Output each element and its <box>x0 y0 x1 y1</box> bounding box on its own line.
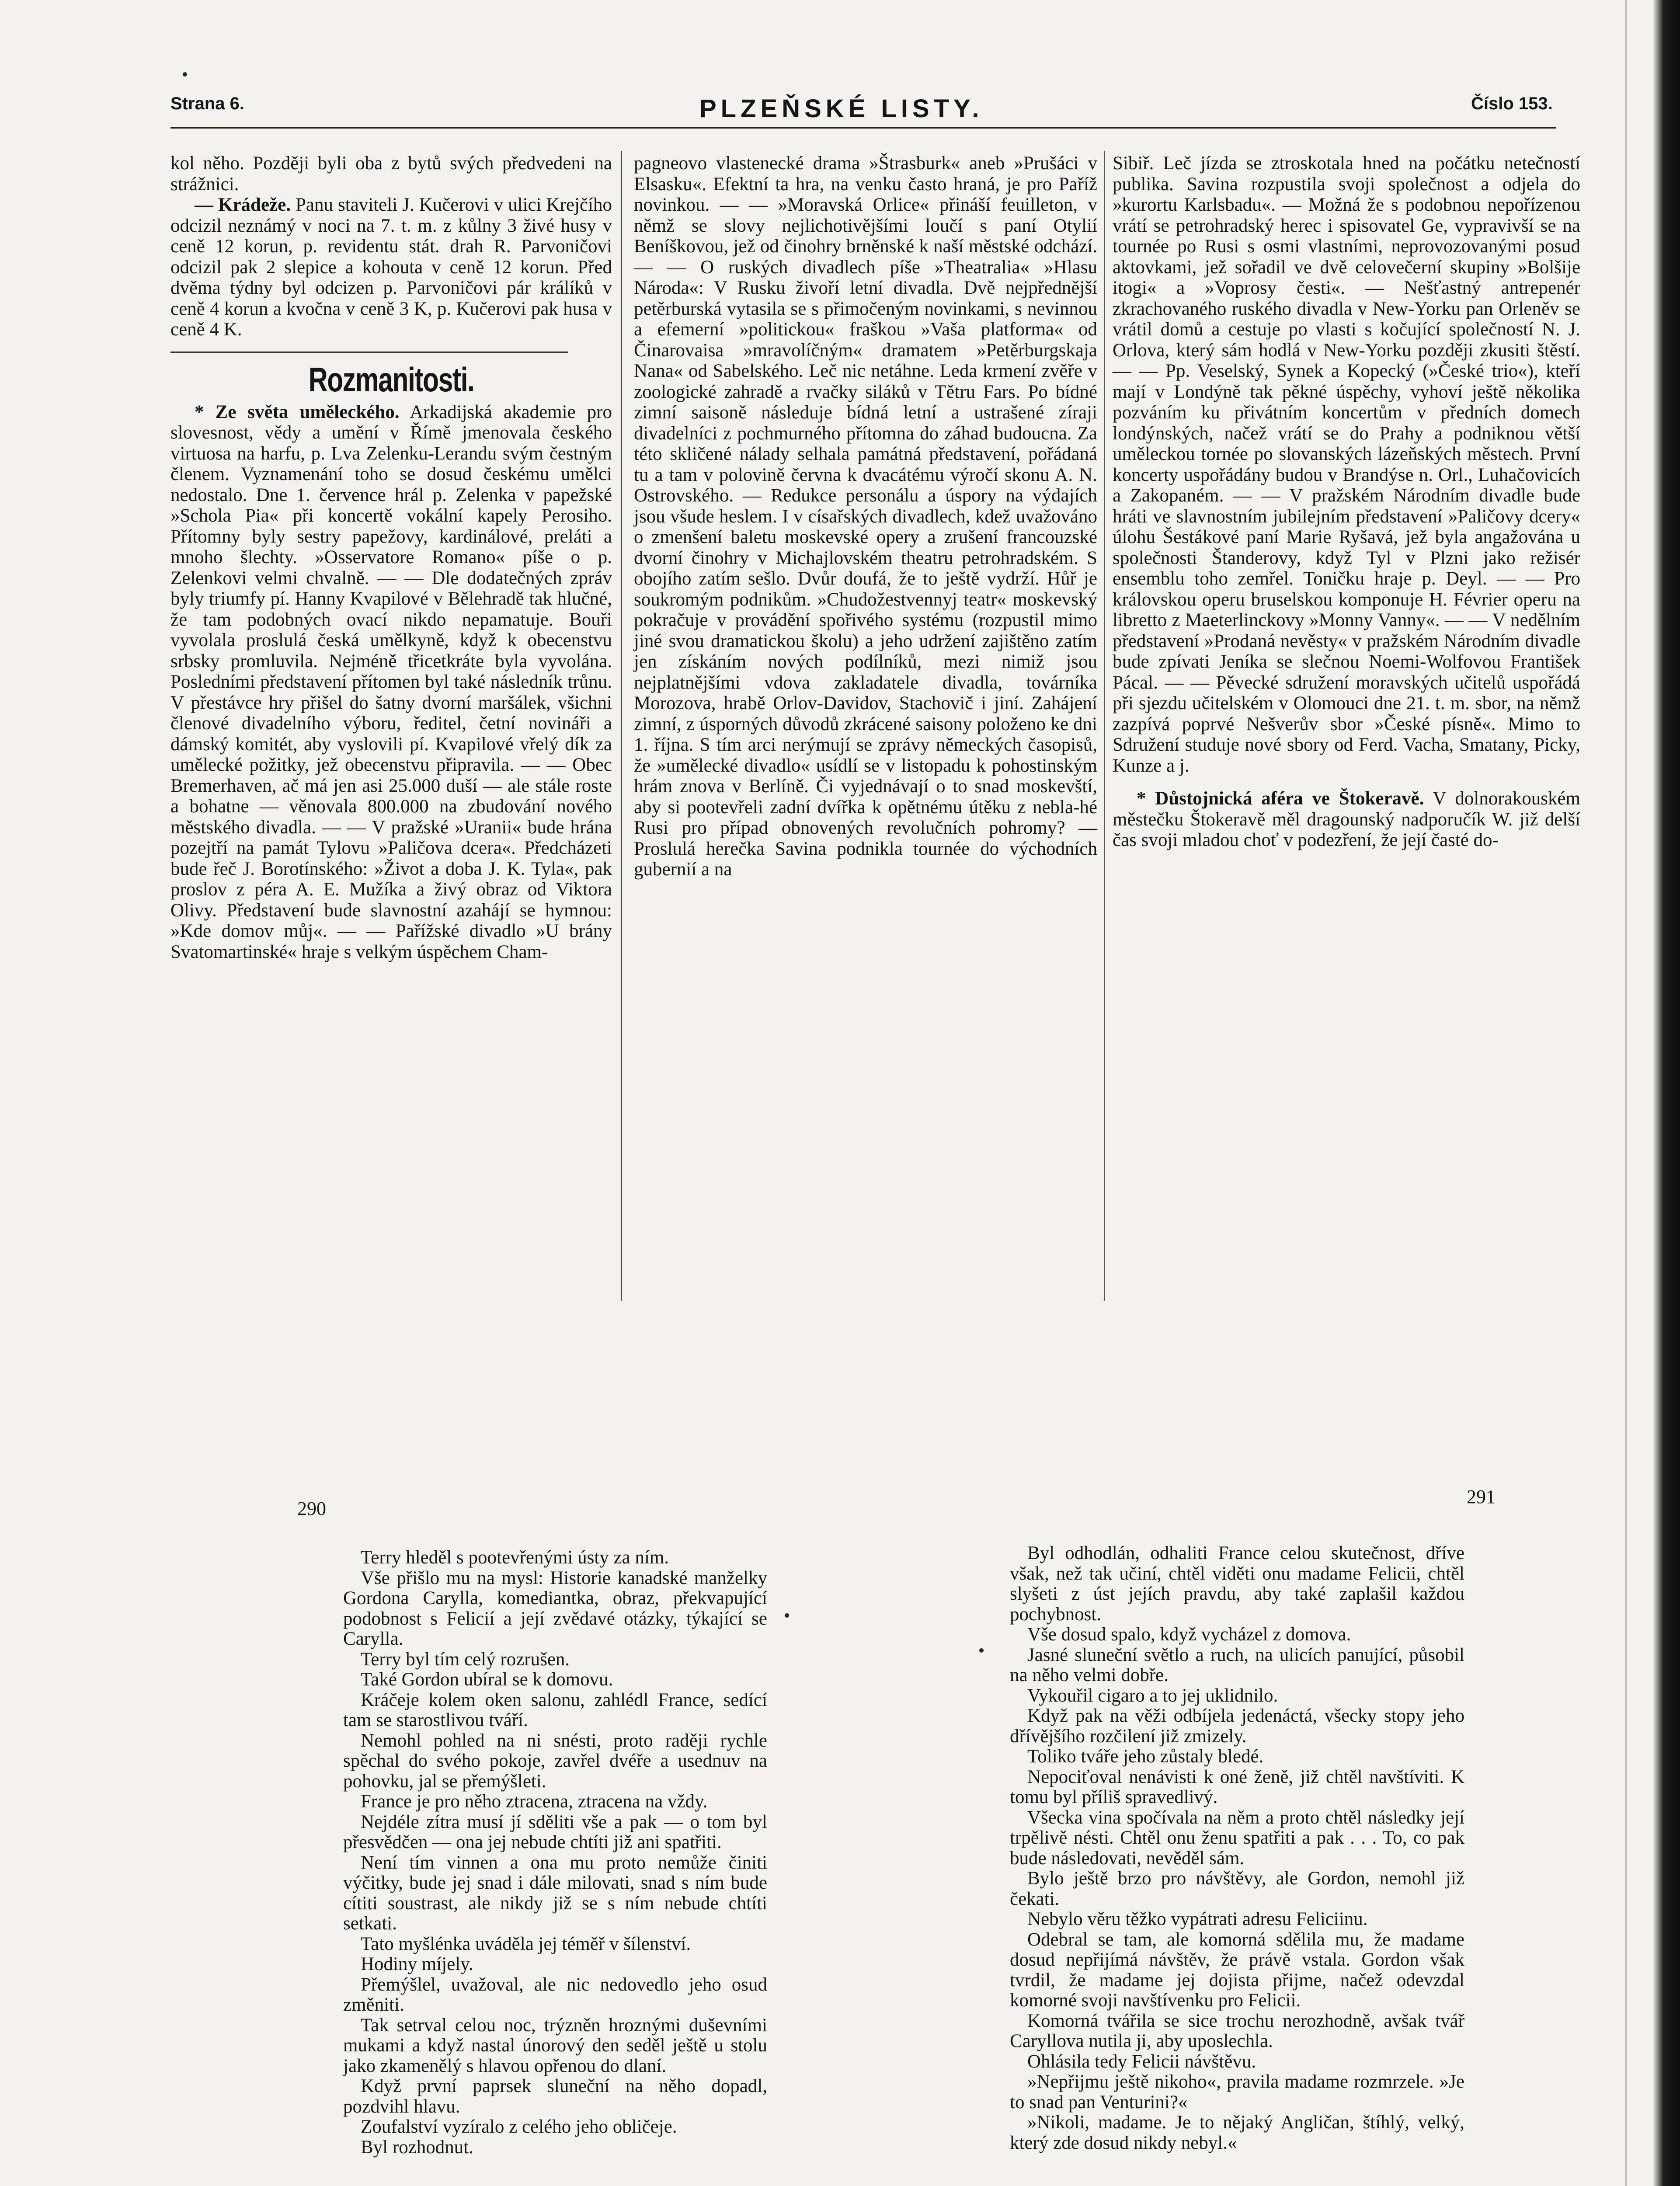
scan-edge-shadow <box>1652 0 1680 2186</box>
book-page-left <box>343 1548 767 2158</box>
book-paragraph: Vše přišlo mu na mysl: Historie kanadské manželky Gordona Carylla, komediantka, obraz, překvapující podobnost s Felicií a její zvědavé otázky, týkající se Carylla. <box>343 1567 767 1649</box>
book-paragraph: Kráčeje kolem oken salonu, zahlédl France, sedící tam se starostlivou tváří. <box>343 1689 767 1730</box>
book-paragraph: Byl rozhodnut. <box>361 2137 473 2158</box>
book-paragraph: Tato myšlénka uváděla jej téměř v šílenství. <box>361 1933 691 1954</box>
news-paragraph: kol něho. Později byli oba z bytů svých předvedeni na strážnici. <box>170 153 612 195</box>
news-heading-affair: * Důstojnická aféra ve Štokeravě. <box>1137 788 1424 809</box>
book-paragraph: Terry hleděl s pootevřenými ústy za ním. <box>361 1547 669 1568</box>
newspaper-title: PLZEŇSKÉ LISTY. <box>699 94 984 123</box>
book-page-right <box>1010 1543 1464 2153</box>
column-divider-1 <box>621 151 622 1301</box>
page-label: Strana 6. <box>170 94 244 113</box>
speck-mark <box>183 72 187 77</box>
book-paragraph: Nejdéle zítra musí jí sděliti vše a pak — o tom byl přesvědčen — ona jej nebude chtíti již ani spatřiti. <box>343 1811 767 1852</box>
news-paragraph-theft <box>170 195 612 340</box>
issue-number: Číslo 153. <box>1471 94 1553 113</box>
book-paragraph: Komorná tvářila se sice trochu nerozhodně, avšak tvář Caryllova nutila ji, aby uposlechla. <box>1010 2010 1464 2051</box>
book-paragraph: Vše dosud spalo, když vycházel z domova. <box>1027 1624 1351 1645</box>
news-heading-theft: — Krádeže. <box>195 195 291 215</box>
book-paragraph: Odebral se tam, ale komorná sdělila mu, že madame dosud nepřijímá návštěv, že právě vstala. Gordon však tvrdil, že madame jej dojista přijme, načež odevzdal komorné svoji navštívenku pro Felicii. <box>1010 1929 1464 2011</box>
book-paragraph: Když první paprsek sluneční na něho dopadl, pozdvihl hlavu. <box>343 2076 767 2117</box>
book-paragraph: Tak setrval celou noc, trýzněn hroznými duševními mukami a když nastal únorový den seděl ještě u stolu jako zkamenělý s hlavou opřenou do dlaní. <box>343 2015 767 2076</box>
section-divider <box>170 352 568 353</box>
book-paragraph: France je pro něho ztracena, ztracena na vždy. <box>361 1791 708 1812</box>
book-paragraph: Nemohl pohled na ni snésti, proto raději rychle spěchal do svého pokoje, zavřel dvéře a usednuv na pohovku, jal se přemýšleti. <box>343 1730 767 1792</box>
news-paragraph-art <box>170 402 612 963</box>
header-rule <box>170 127 1556 129</box>
book-paragraph: Není tím vinnen a ona mu proto nemůže činiti výčitky, bude jej snad i dále milovati, snad s ním bude cítiti soustrast, ale nikdy již se s ním nebude chtíti setkati. <box>343 1852 767 1934</box>
news-text-art: Arkadijská akademie pro slovesnost, vědy a umění v Římě jmenovala českého virtuosa na harfu, p. Lva Zelenku-Lerandu svým čestným členem. Vyznamenání toho se dosud českému umělci nedostalo. Dne 1. července hrál p. Zelenka v papežské »Schola Pia« při koncertě vokální kapely Perosiho. Přítomny byly sestry papežovy, kardinálové, preláti a mnoho šlechty. »Osservatore Romano« píše o p. Zelenkovi velmi chvalně. — — Dle dodatečných zpráv byly triumfy pí. Hanny Kvapilové v Bělehradě tak hlučné, že tam podobných ovací nikdo nepamatuje. Bouři vyvolala proslulá česká umělkyně, když k obecenstvu srbsky promluvila. Nejméně třicetkráte byla vyvolána. Posledními představení přítomen byl také následník trůnu. V přestávce hry přišel do šatny dvorní maršálek, všichni členové divadelního výboru, ředitel, četní novináři a dámský komitét, aby vyslovili pí. Kvapilové vřelý dík za umělecké požitky, jež obecenstvu připravila. — — Obec Bremerhaven, ač má jen asi 25.000 duší — ale stále roste a bohatne — věnovala 800.000 na zbudování nového městského divadla. — — V pražské »Uranii« bude hrána pozejtří na památ Tylovu »Paličova dcera«. Předcházeti bude řeč J. Borotínského: »Život a doba J. K. Tyla«, pak proslov z péra A. E. Mužíka a živý obraz od Viktora Olivy. Představení bude slavnostní azahájí se hymnou: »Kde domov můj«. — — Pařížské divadlo »U brány Svatomartinské« hraje s velkým úspěchem Cham- <box>170 401 612 962</box>
news-text-affair: V dolnorakouském městečku Štokeravě měl dragounský nadporučík W. již delší čas svoji mladou choť v podezření, že její časté do- <box>1113 788 1580 850</box>
speck-mark <box>785 1613 789 1618</box>
news-heading-art: * Ze světa uměleckého. <box>195 401 400 422</box>
book-paragraph: »Nepřijmu ještě nikoho«, pravila madame rozmrzele. »Je to snad pan Venturini?« <box>1010 2071 1464 2113</box>
book-paragraph: »Nikoli, madame. Je to nějaký Angličan, štíhlý, velký, který zde dosud nikdy nebyl.« <box>1010 2112 1464 2153</box>
news-paragraph-affair <box>1113 788 1580 851</box>
book-paragraph: Ohlásila tedy Felicii návštěvu. <box>1027 2051 1256 2072</box>
book-paragraph: Toliko tváře jeho zůstaly bledé. <box>1027 1746 1264 1767</box>
book-paragraph: Také Gordon ubíral se k domovu. <box>361 1669 613 1690</box>
section-title: Rozmanitosti. <box>308 360 474 399</box>
book-paragraph: Hodiny míjely. <box>361 1954 473 1974</box>
book-paragraph: Přemýšlel, uvažoval, ale nic nedovedlo jeho osud změniti. <box>343 1974 767 2015</box>
book-paragraph: Zoufalství vyzíralo z celého jeho obličeje. <box>361 2116 677 2137</box>
speck-mark <box>979 1648 984 1653</box>
news-text-theft: Panu staviteli J. Kučerovi v ulici Krejčího odcizil neznámý v noci na 7. t. m. z kůlny 3 živé husy v ceně 12 korun, p. revidentu stát. drah R. Parvoničovi odcizil pak 2 slepice a kohouta v ceně 12 korun. Před dvěma týdny byl odcizen p. Parvoničovi pár králíků v ceně 4 korun a kvočna v ceně 3 K, p. Kučerovi pak husa v ceně 4 K. <box>170 195 612 340</box>
column-divider-2 <box>1104 151 1105 1301</box>
book-paragraph: Nepociťoval nenávisti k oné ženě, již chtěl navštíviti. K tomu byl příliš spravedlivý. <box>1010 1766 1464 1807</box>
book-paragraph: Nebylo věru těžko vypátrati adresu Feliciinu. <box>1027 1909 1368 1929</box>
news-paragraph: Sibiř. Leč jízda se ztroskotala hned na počátku netečností publika. Savina rozpustila svoji společnost a odjela do »kurortu Karlsbadu«. — Možná že s podobnou nepořízenou vrátí se petrohradský herec i spisovatel Ge, vypravivší se na tournée po Rusi s osmi vlastními, neprovozovanými posud aktovkami, jež sořadil ve dvě celovečerní skupiny »Bolšije itogi« a »Voprosy česti«. — Nešťastný antrepenér zkrachovaného ruského divadla v New-Yorku pan Orleněv se vrátil domů a cestuje po vlasti s kočující společností N. J. Orlova, který sám hodlá v New-Yorku později zkusiti štěstí. — — Pp. Veselský, Synek a Kopecký (»České trio«), kteří mají v Londýně tak pěkné úspěchy, vyhoví ještě několika pozváním ku přivátním koncertům v předních domech londýnských, načež vrátí se do Prahy a podniknou větší uměleckou tornée po slovanských lázeňských městech. První koncerty uspořádány budou v Brandýse n. Orl., Luhačovicích a Zakopaném. — — V pražském Národním divadle bude hráti ve slavnostním jubilejním představení »Paličovy dcery« úlohu Šestákové paní Marie Ryšavá, jež byla angažována u společnosti Štanderovy, když Tyl v Plzni jako režisér ensemblu toho zemřel. Toničku hraje p. Deyl. — — Pro královskou operu bruselskou komponuje H. Février operu na libretto z Maeterlinckovy »Monny Vanny«. — — V nedělním představení »Prodaná nevěsty« v pražském Národním divadle bude zpívati Jeníka se slečnou Noemi-Wolfovou František Pácal. — — Pěvecké sdružení moravských učitelů uspořádá při sjezdu učitelském v Olomouci dne 21. t. m. sbor, na němž zazpívá poprvé Nešverův sbor »České písně«. Mimo to Sdružení studuje nové sbory od Ferd. Vacha, Smatany, Picky, Kunze a j. <box>1113 153 1580 776</box>
news-column-1 <box>170 153 612 962</box>
news-paragraph: pagneovo vlastenecké drama »Štrasburk« aneb »Prušáci v Elsasku«. Efektní ta hra, na venku často hraná, je pro Paříž novinkou. — — »Moravská Orlice« přináší feuilleton, v němž se slovy nejlichotivějšími loučí s paní Otylií Beníškovou, jež od činohry brněnské k naší městské odchází. — — O ruských divadlech píše »Theatralia« »Hlasu Národa«: V Rusku živoří letní divadla. Dvě nejpřednější petěrburská vytasila se s přimočeným novinkami, s nevinnou a efemerní »politickou« fraškou »Vaša platforma« od Činarovaisa »mravolíčným« dramatem »Petěrburgskaja Nana« od Sabelského. Leč nic netáhne. Leda krmení zvěře v zoologické zahradě a rvačky siláků v Tětru Fars. Po bídné zimní saisoně následuje bídná letní a ustrašené zíraji divadelníci z pochmurného přítomna do záhad budoucna. Za této skličené nálady selhala památná představení, pořádaná tu a tam v polovině června k dvacátému výročí skonu A. N. Ostrovského. — Redukce personálu a úspory na výdajích jsou všude heslem. I v císařských divadlech, kdež uvažováno o zmenšení baletu moskevské opery a zrušení francouzské dvorní činohry v Michajlovském theatru petrohradském. S obojího zatím sešlo. Dvůr doufá, že to ještě vydrží. Hůř je soukromým podnikům. »Chudožestvennyj teatr« moskevský pokračuje v provádění spořivého systému (rozpustil mimo jiné svou dramatickou školu) a jeho udržení zajištěno zatím jen získáním nových podílníků, mezi nimiž jsou nejplatnějšími vdova zakladatele divadla, továrníka Morozova, hrabě Orlov-Davidov, Stachovič i jiní. Zahájení zimní, z úsporných důvodů zkrácené saisony položeno ke dni 1. října. S tím arci nerýmují se zprávy německých časopisů, že »umělecké divadlo« usídlí se v listopadu k pohostinským hrám znova v Berlíně. Či vyjednávají o to snad moskevští, aby si pootevřeli zadní dvířka k opětnému útěku z nebla-hé Rusi pro případ obnovených revolučních pohromy? — Proslulá herečka Savina podnikla tournée do východních gubernií a na <box>634 153 1097 880</box>
news-column-3 <box>1113 153 1580 851</box>
page-edge-line <box>1625 0 1627 2186</box>
news-column-2 <box>634 153 1097 880</box>
book-paragraph: Jasné sluneční světlo a ruch, na ulicích panující, působil na něho velmi dobře. <box>1010 1644 1464 1685</box>
book-paragraph: Když pak na věži odbíjela jedenáctá, všecky stopy jeho dřívějšího rozčilení již zmizely. <box>1010 1706 1464 1747</box>
book-paragraph: Byl odhodlán, odhaliti France celou skutečnost, dříve však, než tak učiní, chtěl viděti onu madame Felicii, chtěl slyšeti z úst jejích pravdu, aby také zaplašil každou pochybnost. <box>1010 1543 1464 1625</box>
book-page-number-left: 290 <box>297 1498 326 1519</box>
book-paragraph: Vykouřil cigaro a to jej uklidnilo. <box>1027 1685 1278 1706</box>
book-paragraph: Všecka vina spočívala na něm a proto chtěl následky její trpělivě nésti. Chtěl onu ženu spatřiti a pak . . . To, co pak bude následovati, nevěděl sám. <box>1010 1807 1464 1869</box>
book-paragraph: Terry byl tím celý rozrušen. <box>361 1649 570 1670</box>
book-paragraph: Bylo ještě brzo pro návštěvy, ale Gordon, nemohl již čekati. <box>1010 1868 1464 1909</box>
book-page-number-right: 291 <box>1467 1486 1496 1507</box>
